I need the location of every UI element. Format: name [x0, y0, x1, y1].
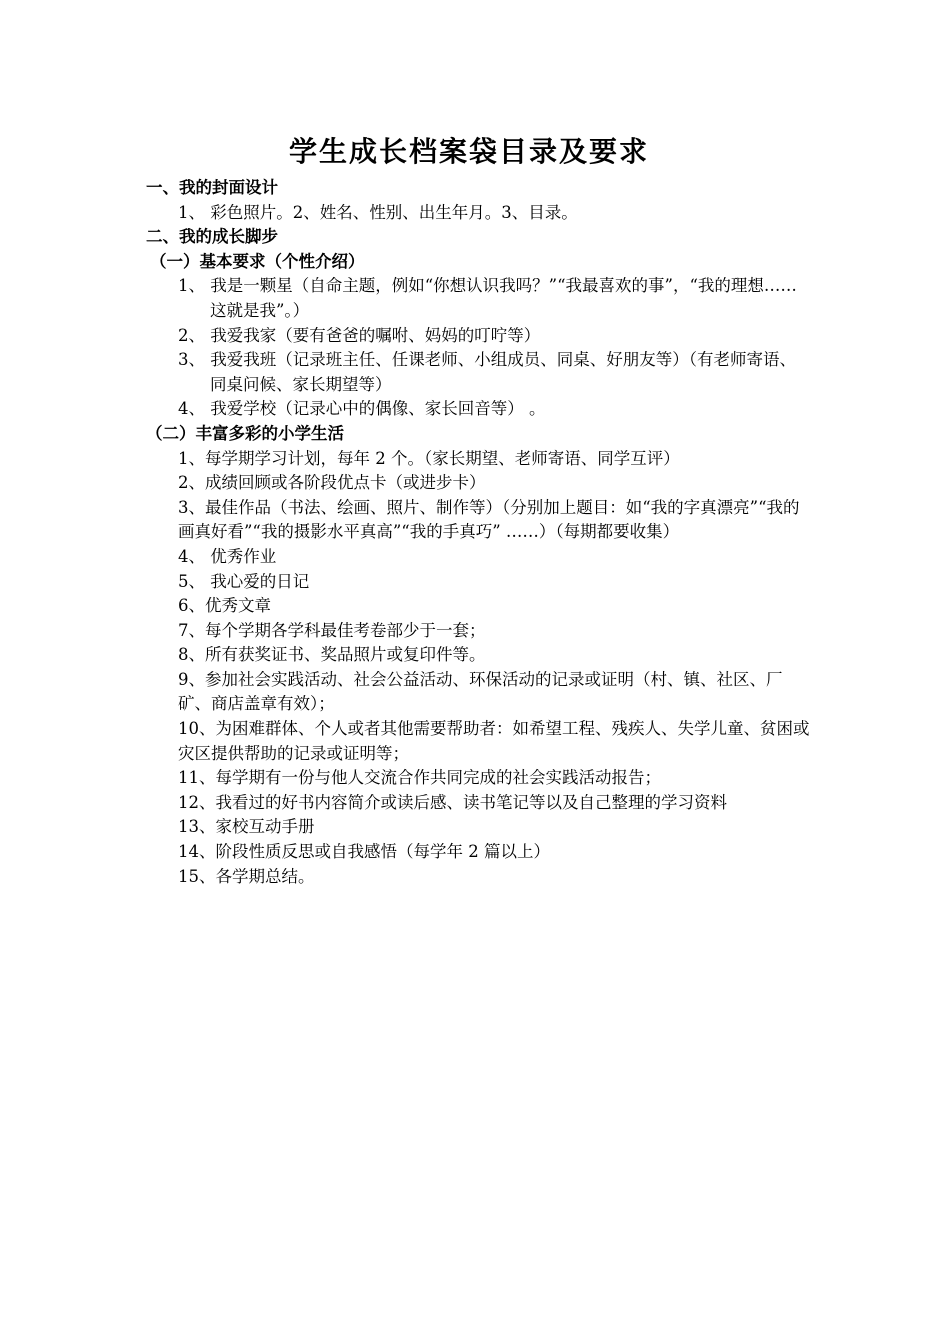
list-item: 2、 我爱我家（要有爸爸的嘱咐、妈妈的叮咛等）	[178, 325, 541, 345]
document-title: 学生成长档案袋目录及要求	[288, 135, 649, 168]
list-item: 7、每个学期各学科最佳考卷部少于一套；	[178, 620, 486, 640]
section-1-heading: 一、我的封面设计	[146, 178, 278, 197]
list-item: 12、我看过的好书内容简介或读后感、读书笔记等以及自己整理的学习资料	[178, 792, 727, 812]
list-item: 5、 我心爱的日记	[178, 571, 310, 591]
list-item: 2、成绩回顾或各阶段优点卡（或进步卡）	[178, 473, 486, 493]
list-item: 3、最佳作品（书法、绘画、照片、制作等）（分别加上题目：如“我的字真漂亮”“我的画真好看”“我的摄影水平真高”“我的手真巧” ……）（每期都要收集）	[178, 497, 800, 542]
subsection-1-heading: （一）基本要求（个性介绍）	[150, 251, 365, 271]
list-item: 4、 我爱学校（记录心中的偶像、家长回音等） 。	[178, 399, 546, 419]
list-item: 13、家校互动手册	[178, 817, 315, 837]
section-1-line: 1、 彩色照片。2、姓名、性别、出生年月。3、目录。	[178, 202, 578, 222]
document-body	[146, 176, 811, 889]
list-item: 1、 我是一颗星（自命主题，例如“你想认识我吗？”“我最喜欢的事”，“我的理想……这就是我”。）	[178, 276, 797, 320]
list-item: 15、各学期总结。	[178, 866, 315, 886]
list-item: 3、 我爱我班（记录班主任、任课老师、小组成员、同桌、好朋友等）（有老师寄语、同桌问候、家长期望等）	[178, 350, 796, 394]
list-item: 1、每学期学习计划，每年 2 个。（家长期望、老师寄语、同学互评）	[178, 448, 680, 468]
list-item: 11、每学期有一份与他人交流合作共同完成的社会实践活动报告；	[178, 768, 661, 788]
section-2-heading: 二、我的成长脚步	[146, 227, 278, 247]
list-item: 9、参加社会实践活动、社会公益活动、环保活动的记录或证明（村、镇、社区、厂矿、商店盖章有效）；	[178, 669, 783, 714]
list-item: 4、 优秀作业	[178, 546, 277, 566]
list-item: 8、所有获奖证书、奖品照片或复印件等。	[178, 645, 486, 665]
list-item: 6、优秀文章	[178, 596, 271, 616]
subsection-2-heading: （二）丰富多彩的小学生活	[146, 423, 344, 443]
list-item: 10、为困难群体、个人或者其他需要帮助者：如希望工程、残疾人、失学儿童、贫困或灾区提供帮助的记录或证明等；	[178, 719, 810, 763]
list-item: 14、阶段性质反思或自我感悟（每学年 2 篇以上）	[178, 842, 550, 862]
